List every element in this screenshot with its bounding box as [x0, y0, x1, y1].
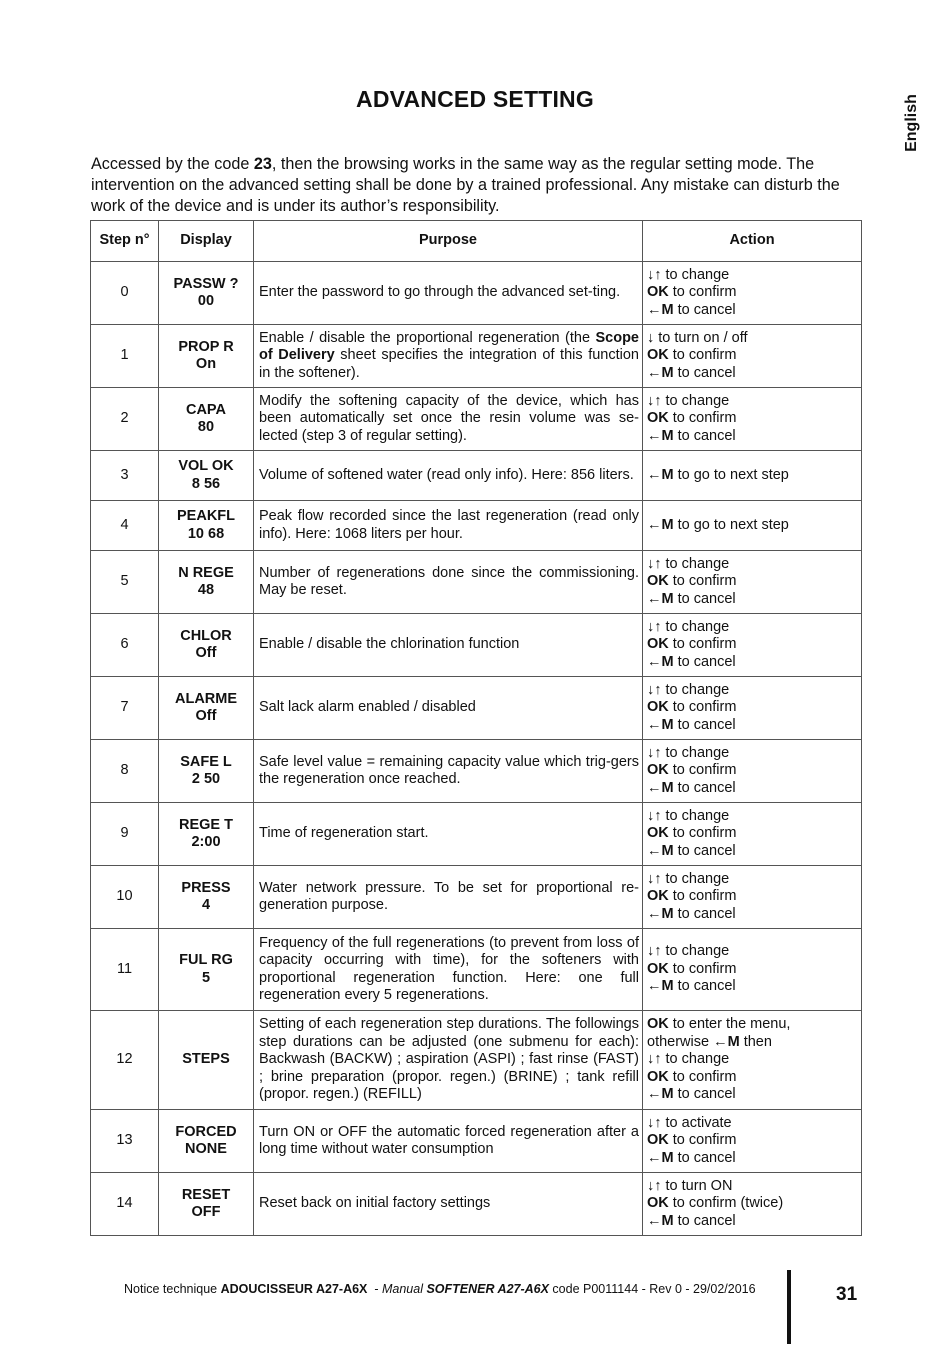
page-number: 31: [836, 1284, 858, 1305]
header-step: Step n°: [91, 221, 159, 262]
action-text: otherwise: [647, 1033, 714, 1050]
action-cell: [643, 1011, 862, 1110]
purpose-text: [254, 1173, 643, 1236]
display-line: 48: [197, 582, 215, 598]
table-row: [91, 1110, 862, 1173]
action-text: to cancel: [673, 301, 736, 318]
action-text: to activate: [661, 1114, 732, 1131]
purpose-body: Time of regeneration start.: [259, 825, 429, 842]
display-line: N REGE: [178, 564, 234, 581]
action-key: ←M: [713, 1033, 740, 1050]
display-value: [159, 929, 254, 1011]
action-line: [647, 1213, 858, 1231]
table-header-row: [91, 221, 862, 262]
footer-suffix: code P0011144 - Rev 0 - 29/02/2016: [548, 1282, 756, 1296]
purpose-text: [254, 929, 643, 1011]
action-key: ←M: [647, 716, 674, 733]
action-cell: [643, 1173, 862, 1236]
step-number: 14: [91, 1173, 159, 1236]
action-text: to change: [661, 1051, 730, 1068]
display-value: [159, 451, 254, 501]
action-cell: [643, 262, 862, 325]
action-key: ←M: [647, 978, 674, 995]
action-text: to confirm: [668, 410, 737, 427]
step-number: 0: [91, 262, 159, 325]
display-line: Off: [195, 645, 217, 661]
purpose-text: [254, 740, 643, 803]
display-value: [159, 1173, 254, 1236]
action-text: to change: [661, 618, 730, 635]
action-text: to confirm: [668, 573, 737, 590]
action-text: to cancel: [673, 1086, 736, 1103]
action-line: [647, 654, 858, 672]
purpose-text: [254, 803, 643, 866]
action-key: OK: [647, 699, 669, 716]
action-key: OK: [647, 284, 669, 301]
table-row: [91, 740, 862, 803]
display-line: REGE T: [179, 816, 233, 833]
purpose-body: Modify the softening capacity of the device, which has been automatically set once the resin volume was se-lected (step 3 of regular setting).: [259, 392, 639, 444]
display-value: [159, 740, 254, 803]
action-line: [647, 906, 858, 924]
action-text: to confirm: [668, 1132, 737, 1149]
action-key: ←M: [647, 779, 674, 796]
action-key: ↓↑: [647, 555, 662, 572]
action-line: [647, 347, 858, 365]
purpose-body: Turn ON or OFF the automatic forced regeneration after a long time without water consumption: [259, 1123, 639, 1157]
action-text: to change: [661, 555, 730, 572]
action-key: ←M: [647, 516, 674, 533]
purpose-text: [254, 501, 643, 551]
action-key: ←M: [647, 842, 674, 859]
step-number: 11: [91, 929, 159, 1011]
step-number: 6: [91, 614, 159, 677]
action-line: [647, 699, 858, 717]
purpose-bold: Scope of Delivery: [259, 329, 639, 364]
purpose-body: Setting of each regeneration step durations. The followings step durations can be adjusted (one submenu for each): Backwash (BACKW) ; aspiration (ASPI) ; fast rinse (FAST) ; brine preparation (propor. regen.) (BRINE) ; tank refill (propor. regen.) (REFILL): [259, 1016, 639, 1103]
purpose-text: [254, 614, 643, 677]
footer-text: [124, 1282, 756, 1296]
purpose-text: [254, 388, 643, 451]
action-text: to cancel: [673, 364, 736, 381]
table-row: [91, 1011, 862, 1110]
action-text: to cancel: [673, 1212, 736, 1229]
action-line: [647, 682, 858, 700]
language-tab: [893, 90, 931, 156]
purpose-pre: Enable / disable the proportional regeneration (the: [259, 329, 596, 346]
display-line: PRESS: [181, 879, 231, 896]
action-text: to confirm: [668, 347, 737, 364]
action-key: ←M: [647, 1212, 674, 1229]
display-line: PROP R: [178, 338, 234, 355]
intro-code: 23: [253, 155, 272, 173]
action-key: OK: [647, 888, 669, 905]
action-text: to change: [661, 807, 730, 824]
action-key: ↓↑: [647, 618, 662, 635]
action-line: [647, 636, 858, 654]
action-line: [647, 888, 858, 906]
purpose-body: Safe level value = remaining capacity value which trig-gers the regeneration once reached.: [259, 753, 639, 787]
purpose-body: Reset back on initial factory settings: [259, 1195, 491, 1212]
action-line: [647, 1034, 858, 1052]
action-key: OK: [647, 573, 669, 590]
display-line: SAFE L: [180, 753, 232, 770]
step-number: 7: [91, 677, 159, 740]
purpose-text: [254, 325, 643, 388]
action-key: OK: [647, 1068, 669, 1085]
action-key: ←M: [647, 905, 674, 922]
table-row: [91, 262, 862, 325]
action-key: OK: [647, 410, 669, 427]
display-line: 8 56: [191, 475, 221, 492]
display-line: OFF: [191, 1204, 221, 1220]
table-row: [91, 1173, 862, 1236]
display-value: [159, 1011, 254, 1110]
action-line: [647, 517, 858, 535]
intro-paragraph: [91, 154, 861, 217]
action-text: to confirm: [668, 825, 737, 842]
action-key: ↓↑: [647, 1177, 662, 1194]
action-line: [647, 943, 858, 961]
action-cell: [643, 1110, 862, 1173]
step-number: 10: [91, 866, 159, 929]
action-key: ←M: [647, 427, 674, 444]
purpose-text: [254, 677, 643, 740]
action-key: OK: [647, 1132, 669, 1149]
display-line: 10 68: [187, 525, 225, 542]
action-key: ←M: [647, 590, 674, 607]
intro-part2: , then the browsing works in the same way as the regular setting mode. The intervention on the advanced setting shall be done by a trained professional. Any mistake can disturb the work of the device and is under its author’s responsibility.: [91, 155, 840, 215]
display-value: [159, 551, 254, 614]
action-line: [647, 1086, 858, 1104]
display-line: ALARME: [174, 690, 238, 707]
step-number: 12: [91, 1011, 159, 1110]
purpose-body: Number of regenerations done since the commissioning. May be reset.: [259, 564, 639, 598]
action-key: ↓↑: [647, 681, 662, 698]
table-row: [91, 551, 862, 614]
display-line: PASSW ?: [173, 275, 239, 292]
action-text: to enter the menu,: [668, 1016, 791, 1033]
step-number: 2: [91, 388, 159, 451]
action-key: ←M: [647, 1149, 674, 1166]
action-cell: [643, 451, 862, 501]
display-line: 2 50: [191, 771, 221, 787]
action-text: to cancel: [673, 842, 736, 859]
purpose-text: [254, 1011, 643, 1110]
step-number: 5: [91, 551, 159, 614]
action-text: to change: [661, 681, 730, 698]
display-line: PEAKFL: [177, 508, 235, 524]
table-row: [91, 677, 862, 740]
footer-divider: [787, 1270, 791, 1344]
footer-prefix: Notice technique: [124, 1282, 221, 1296]
display-line: 4: [201, 897, 211, 913]
action-key: ↓: [647, 329, 655, 346]
action-key: OK: [647, 1195, 669, 1212]
step-number: 3: [91, 451, 159, 501]
table-row: [91, 614, 862, 677]
display-line: FUL RG: [179, 952, 233, 968]
language-label: English: [903, 94, 920, 152]
display-line: RESET: [181, 1186, 231, 1203]
action-line: [647, 393, 858, 411]
action-text: to confirm: [668, 1068, 737, 1085]
action-line: [647, 808, 858, 826]
footer-manual: Manual: [381, 1282, 427, 1296]
header-action: Action: [643, 221, 862, 262]
action-text: to change: [661, 870, 730, 887]
display-line: 2:00: [191, 834, 221, 850]
display-line: 00: [197, 293, 215, 309]
display-line: FORCED: [175, 1123, 237, 1140]
action-key: ←M: [647, 364, 674, 381]
action-key: OK: [647, 825, 669, 842]
action-text: to turn ON: [661, 1177, 733, 1194]
action-cell: [643, 614, 862, 677]
action-line: [647, 467, 858, 485]
action-key: ↓↑: [647, 870, 662, 887]
action-key: ↓↑: [647, 807, 662, 824]
action-cell: [643, 325, 862, 388]
action-key: ↓↑: [647, 744, 662, 761]
purpose-text: [254, 866, 643, 929]
action-key: ←M: [647, 1086, 674, 1103]
action-line: [647, 825, 858, 843]
action-line: [647, 717, 858, 735]
action-line: [647, 556, 858, 574]
display-line: CHLOR: [180, 627, 232, 644]
action-line: [647, 745, 858, 763]
purpose-text: [254, 551, 643, 614]
table-row: [91, 501, 862, 551]
action-line: [647, 978, 858, 996]
action-line: [647, 573, 858, 591]
action-text: to change: [661, 392, 730, 409]
purpose-text: [254, 1110, 643, 1173]
action-line: [647, 428, 858, 446]
action-line: [647, 591, 858, 609]
purpose-body: Water network pressure. To be set for proportional re-generation purpose.: [259, 879, 639, 913]
action-line: [647, 1051, 858, 1069]
action-text: to cancel: [673, 590, 736, 607]
purpose-text: [254, 262, 643, 325]
action-key: OK: [647, 762, 669, 779]
action-key: ↓↑: [647, 1114, 662, 1131]
step-number: 4: [91, 501, 159, 551]
action-line: [647, 762, 858, 780]
footer-product-fr: ADOUCISSEUR A27-A6X: [220, 1282, 368, 1296]
display-line: 5: [201, 969, 211, 986]
action-key: OK: [647, 960, 669, 977]
action-key: ↓↑: [647, 943, 662, 960]
display-line: VOL OK: [178, 458, 234, 474]
purpose-body: Enable / disable the chlorination function: [259, 636, 520, 653]
step-number: 1: [91, 325, 159, 388]
display-value: [159, 866, 254, 929]
header-display: Display: [159, 221, 254, 262]
action-text: to turn on / off: [654, 329, 748, 346]
table-row: [91, 451, 862, 501]
action-text: to go to next step: [673, 516, 789, 533]
action-text: to confirm: [668, 699, 737, 716]
action-line: [647, 1069, 858, 1087]
display-value: [159, 677, 254, 740]
table-row: [91, 866, 862, 929]
action-text: to confirm: [668, 888, 737, 905]
action-text: to confirm: [668, 284, 737, 301]
action-text: to cancel: [673, 427, 736, 444]
display-value: [159, 1110, 254, 1173]
action-line: [647, 1132, 858, 1150]
action-text: to confirm: [668, 762, 737, 779]
action-line: [647, 1115, 858, 1133]
action-line: [647, 410, 858, 428]
action-cell: [643, 677, 862, 740]
action-text: to confirm: [668, 960, 737, 977]
header-purpose: Purpose: [254, 221, 643, 262]
action-text: to cancel: [673, 905, 736, 922]
action-key: OK: [647, 1016, 669, 1033]
display-value: [159, 803, 254, 866]
action-line: [647, 1195, 858, 1213]
purpose-body: Salt lack alarm enabled / disabled: [259, 699, 476, 716]
action-cell: [643, 740, 862, 803]
action-line: [647, 871, 858, 889]
action-key: ↓↑: [647, 392, 662, 409]
page-title: ADVANCED SETTING: [356, 86, 594, 112]
action-key: ←M: [647, 653, 674, 670]
action-text: to change: [661, 266, 730, 283]
purpose-text: [254, 451, 643, 501]
advanced-settings-table: [90, 220, 862, 1236]
action-text: then: [739, 1033, 772, 1050]
footer-product-en: SOFTENER A27-A6X: [426, 1282, 549, 1296]
action-text: to go to next step: [673, 466, 789, 483]
action-key: OK: [647, 636, 669, 653]
action-line: [647, 1150, 858, 1168]
display-line: CAPA: [185, 401, 226, 418]
display-line: NONE: [185, 1141, 227, 1157]
action-cell: [643, 866, 862, 929]
action-text: to cancel: [673, 779, 736, 796]
action-text: to change: [661, 943, 730, 960]
action-text: to cancel: [673, 1149, 736, 1166]
purpose-body: Volume of softened water (read only info). Here: 856 liters.: [259, 466, 634, 483]
action-text: to cancel: [673, 716, 736, 733]
footer-sep: -: [367, 1282, 382, 1296]
action-cell: [643, 929, 862, 1011]
display-line: On: [195, 356, 217, 372]
action-key: OK: [647, 347, 669, 364]
action-key: ←M: [647, 301, 674, 318]
purpose-body: Enter the password to go through the advanced set-ting.: [259, 284, 621, 301]
action-line: [647, 330, 858, 348]
step-number: 8: [91, 740, 159, 803]
purpose-post: sheet specifies the integration of this function in the softener).: [259, 347, 639, 381]
step-number: 9: [91, 803, 159, 866]
step-number: 13: [91, 1110, 159, 1173]
display-value: [159, 325, 254, 388]
purpose-body: Peak flow recorded since the last regeneration (read only info). Here: 1068 liters per hour.: [259, 508, 639, 542]
action-cell: [643, 388, 862, 451]
action-line: [647, 1016, 858, 1034]
display-line: STEPS: [182, 1051, 230, 1068]
action-line: [647, 780, 858, 798]
action-text: to change: [661, 744, 730, 761]
display-line: 80: [197, 419, 215, 435]
action-key: ↓↑: [647, 1051, 662, 1068]
display-value: [159, 614, 254, 677]
action-text: to confirm: [668, 636, 737, 653]
action-line: [647, 365, 858, 383]
table-row: [91, 325, 862, 388]
action-text: to cancel: [673, 653, 736, 670]
action-line: [647, 1178, 858, 1196]
table-row: [91, 388, 862, 451]
action-line: [647, 302, 858, 320]
table-row: [91, 929, 862, 1011]
action-key: ↓↑: [647, 266, 662, 283]
intro-part1: Accessed by the code: [91, 155, 254, 173]
action-cell: [643, 501, 862, 551]
display-value: [159, 388, 254, 451]
action-line: [647, 961, 858, 979]
action-line: [647, 619, 858, 637]
purpose-body: Frequency of the full regenerations (to prevent from loss of capacity occurring with time), for the softeners with proportional regeneration function. Here: one full regeneration every 5 regenerations.: [259, 934, 639, 1003]
display-value: [159, 501, 254, 551]
action-key: ←M: [647, 466, 674, 483]
action-text: to confirm (twice): [668, 1195, 784, 1212]
action-line: [647, 267, 858, 285]
action-cell: [643, 803, 862, 866]
table-row: [91, 803, 862, 866]
display-line: Off: [195, 708, 217, 724]
action-cell: [643, 551, 862, 614]
action-line: [647, 284, 858, 302]
action-text: to cancel: [673, 978, 736, 995]
display-value: [159, 262, 254, 325]
action-line: [647, 843, 858, 861]
